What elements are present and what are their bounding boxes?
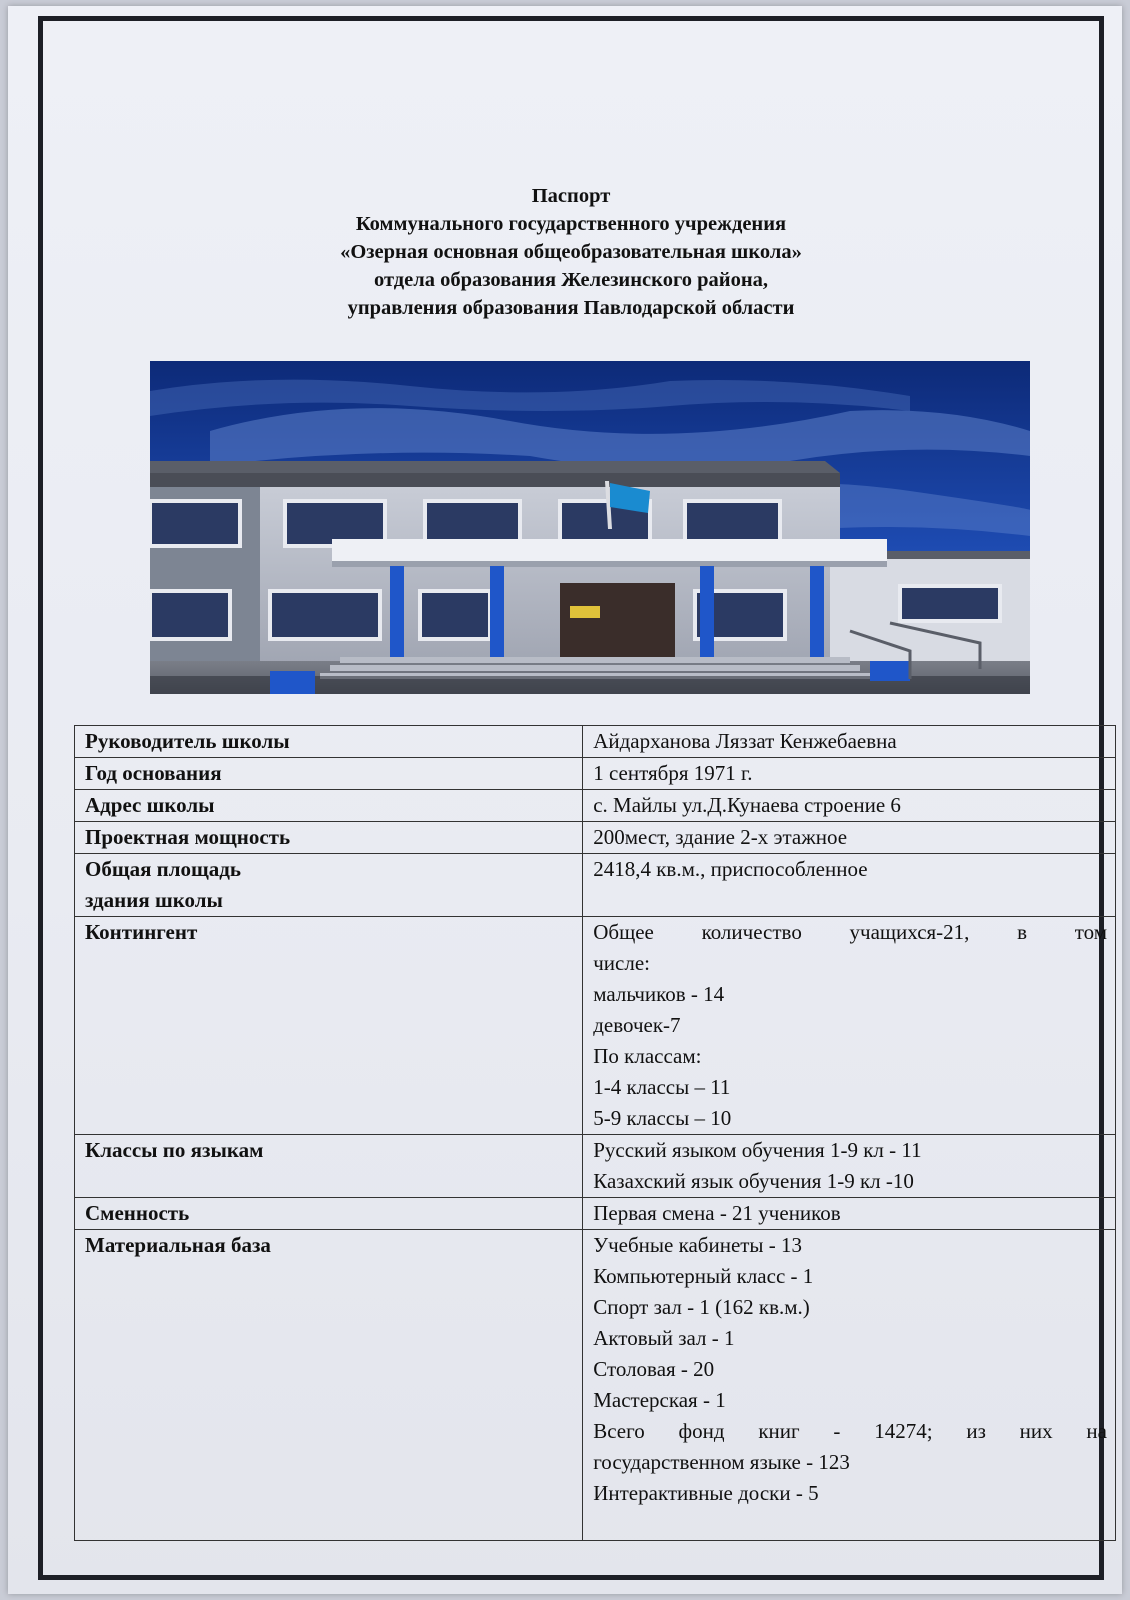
row-value: Общее количество учащихся-21, в том числе: мальчиков - 14 девочек-7 По классам: 1-4 классы – 11 5-9 классы – 10	[583, 917, 1116, 1135]
row-value: Первая смена - 21 учеников	[583, 1198, 1116, 1230]
row-value: 2418,4 кв.м., приспособленное	[583, 854, 1116, 917]
row-value: 200мест, здание 2-х этажное	[583, 822, 1116, 854]
row-value: с. Майлы ул.Д.Кунаева строение 6	[583, 790, 1116, 822]
document-page	[8, 6, 1122, 1594]
school-info-table	[74, 725, 1116, 1541]
title-line-5: управления образования Павлодарской области	[347, 297, 795, 319]
table-row	[75, 1198, 1116, 1230]
row-value: Учебные кабинеты - 13 Компьютерный класс - 1 Спорт зал - 1 (162 кв.м.) Актовый зал - 1 Столовая - 20 Мастерская - 1 Всего фонд книг - 14274; из них на государственном языке - 123 Интерактивные доски - 5	[583, 1230, 1116, 1541]
row-value: Айдарханова Ляззат Кенжебаевна	[583, 726, 1116, 758]
table-row	[75, 822, 1116, 854]
school-building-photo	[150, 361, 1030, 694]
row-label: Общая площадь здания школы	[75, 854, 583, 917]
table-row	[75, 917, 1116, 1135]
table-row	[75, 854, 1116, 917]
row-value: 1 сентября 1971 г.	[583, 758, 1116, 790]
row-label: Адрес школы	[75, 790, 583, 822]
row-label: Сменность	[75, 1198, 583, 1230]
row-value: Русский языком обучения 1-9 кл - 11 Казахский язык обучения 1-9 кл -10	[583, 1135, 1116, 1198]
title-line-1: Паспорт	[531, 185, 611, 207]
title-line-2: Коммунального государственного учреждения	[355, 213, 787, 235]
row-label: Руководитель школы	[75, 726, 583, 758]
row-label: Классы по языкам	[75, 1135, 583, 1198]
table-row	[75, 726, 1116, 758]
row-label: Контингент	[75, 917, 583, 1135]
table-row	[75, 1230, 1116, 1541]
title-line-3: «Озерная основная общеобразовательная школа»	[340, 241, 802, 263]
row-label: Проектная мощность	[75, 822, 583, 854]
title-line-4: отдела образования Железинского района,	[373, 269, 769, 291]
table-row	[75, 1135, 1116, 1198]
table-row	[75, 758, 1116, 790]
table-row	[75, 790, 1116, 822]
row-label: Материальная база	[75, 1230, 583, 1541]
document-title	[38, 182, 1104, 322]
row-label: Год основания	[75, 758, 583, 790]
